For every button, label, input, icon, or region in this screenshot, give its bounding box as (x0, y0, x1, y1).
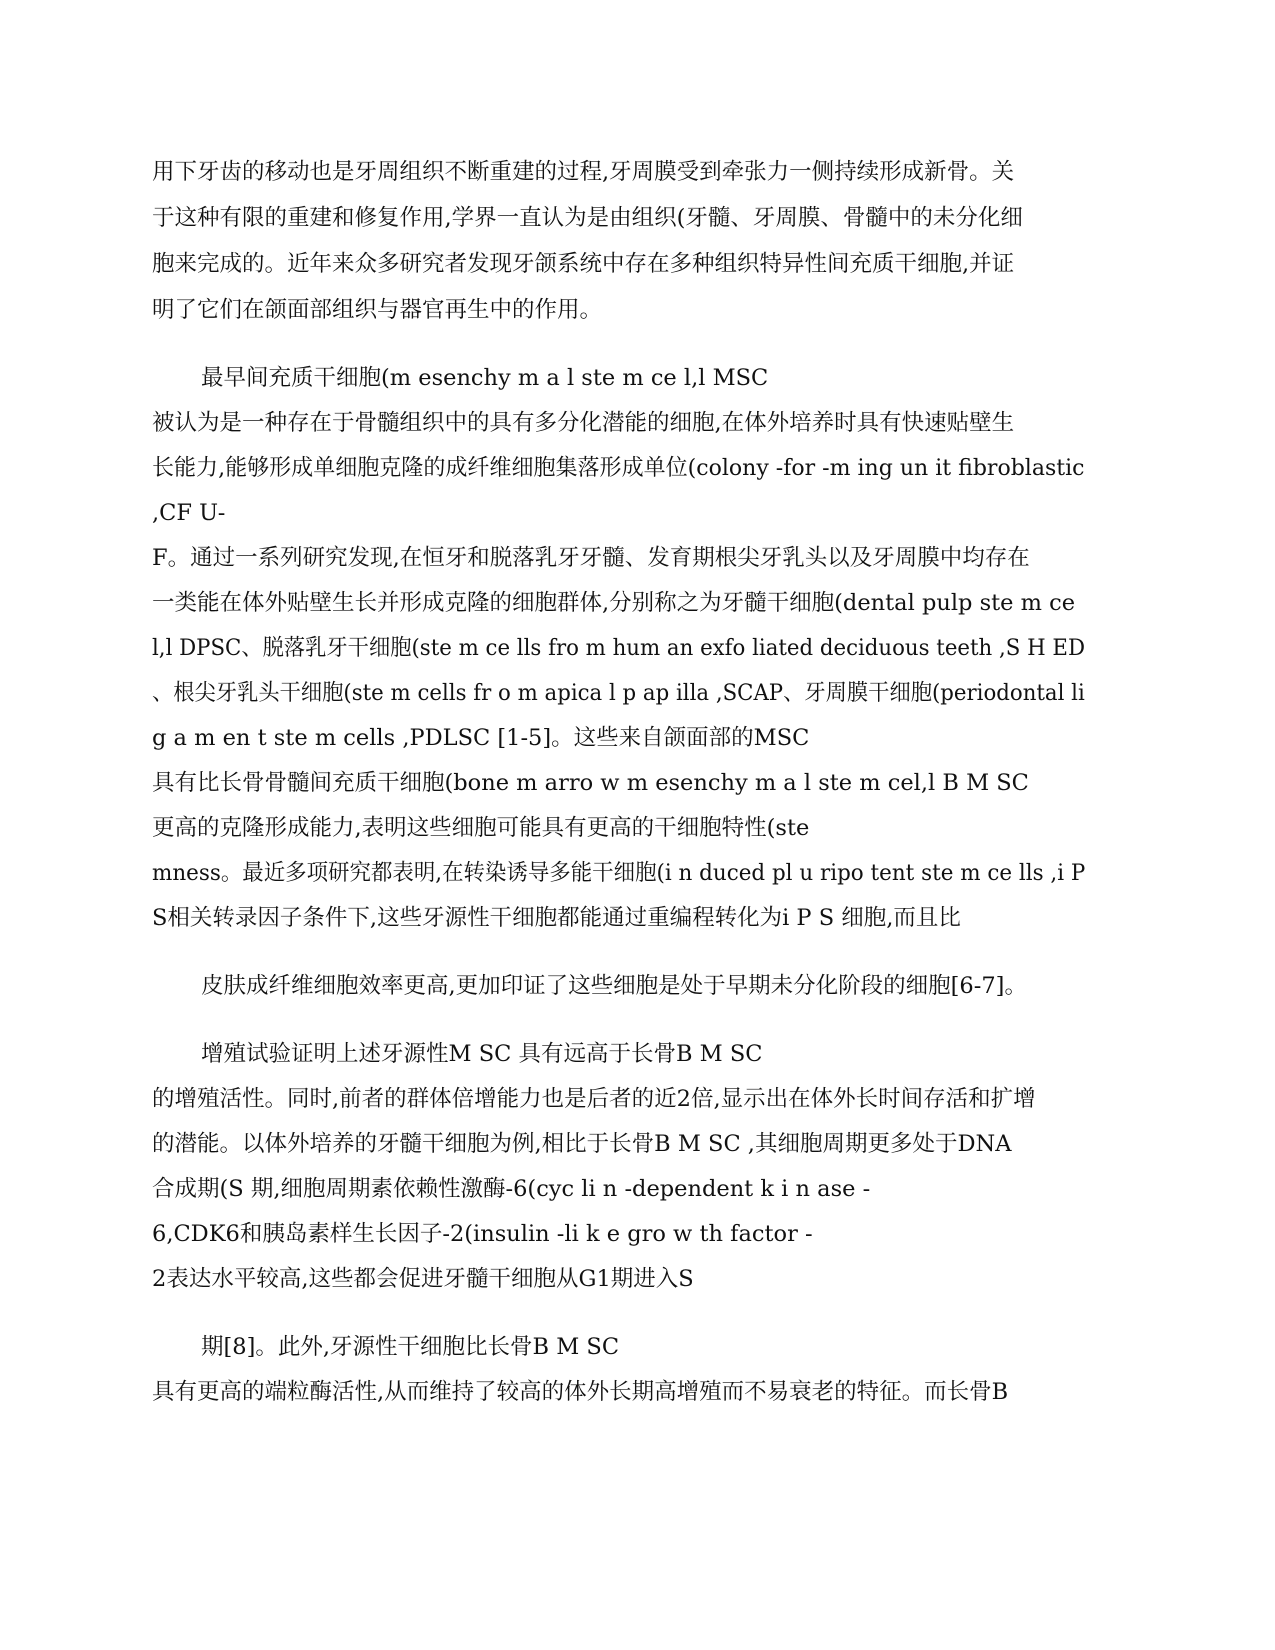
text-line: 期[8]。此外,牙源性干细胞比长骨B M SC (201, 1334, 620, 1360)
text-line: S相关转录因子条件下,这些牙源性干细胞都能通过重编程转化为i P S 细胞,而且比 (152, 905, 961, 931)
text-line: 明了它们在颌面部组织与器官再生中的作用。 (152, 297, 603, 323)
text-line: 具有比长骨骨髓间充质干细胞(bone m arro w m esenchy m a l ste m cel,l B M SC (152, 770, 1029, 796)
text-line: 具有更高的端粒酶活性,从而维持了较高的体外长期高增殖而不易衰老的特征。而长骨B (152, 1379, 1009, 1405)
text-line: 一类能在体外贴壁生长并形成克隆的细胞群体,分别称之为牙髓干细胞(dental pulp ste m ce (152, 590, 1076, 616)
text-line: 合成期(S 期,细胞周期素依赖性激酶-6(cyc li n -dependent k i n ase - (152, 1176, 871, 1202)
text-line: 、根尖牙乳头干细胞(ste m cells fr o m apica l p ap illa ,SCAP、牙周膜干细胞(periodontal li (152, 680, 1085, 706)
text-line: 6,CDK6和胰岛素样生长因子-2(insulin -li k e gro w th factor - (152, 1221, 813, 1247)
text-line: 更高的克隆形成能力,表明这些细胞可能具有更高的干细胞特性(ste (152, 815, 810, 841)
text-line: l,l DPSC、脱落乳牙干细胞(ste m ce lls fro m hum an exfo liated deciduous teeth ,S H ED (152, 635, 1086, 661)
text-line: 最早间充质干细胞(m esenchy m a l ste m ce l,l MSC (201, 365, 769, 391)
text-line: 胞来完成的。近年来众多研究者发现牙颌系统中存在多种组织特异性间充质干细胞,并证 (152, 251, 1015, 277)
text-line: g a m en t ste m cells ,PDLSC [1-5]。这些来自颌面部的MSC (152, 725, 810, 751)
text-line: 长能力,能够形成单细胞克隆的成纤维细胞集落形成单位(colony -for -m ing un it fibroblastic (152, 455, 1085, 481)
text-line: F。通过一系列研究发现,在恒牙和脱落乳牙牙髓、发育期根尖牙乳头以及牙周膜中均存在 (152, 545, 1030, 571)
text-line: 增殖试验证明上述牙源性M SC 具有远高于长骨B M SC (201, 1041, 763, 1067)
text-line: 用下牙齿的移动也是牙周组织不断重建的过程,牙周膜受到牵张力一侧持续形成新骨。关 (152, 159, 1015, 185)
text-line: 于这种有限的重建和修复作用,学界一直认为是由组织(牙髓、牙周膜、骨髓中的未分化细 (152, 205, 1023, 231)
text-line: 的增殖活性。同时,前者的群体倍增能力也是后者的近2倍,显示出在体外长时间存活和扩增 (152, 1086, 1036, 1112)
text-line: mness。最近多项研究都表明,在转染诱导多能干细胞(i n duced pl u ripo tent ste m ce lls ,i P (152, 860, 1086, 886)
text-line: 皮肤成纤维细胞效率更高,更加印证了这些细胞是处于早期未分化阶段的细胞[6-7]。 (201, 973, 1027, 999)
text-line: ,CF U- (152, 500, 226, 526)
text-line: 被认为是一种存在于骨髓组织中的具有多分化潜能的细胞,在体外培养时具有快速贴壁生 (152, 410, 1015, 436)
text-line: 2表达水平较高,这些都会促进牙髓干细胞从G1期进入S (152, 1266, 694, 1292)
text-line: 的潜能。以体外培养的牙髓干细胞为例,相比于长骨B M SC ,其细胞周期更多处于DNA (152, 1131, 1012, 1157)
